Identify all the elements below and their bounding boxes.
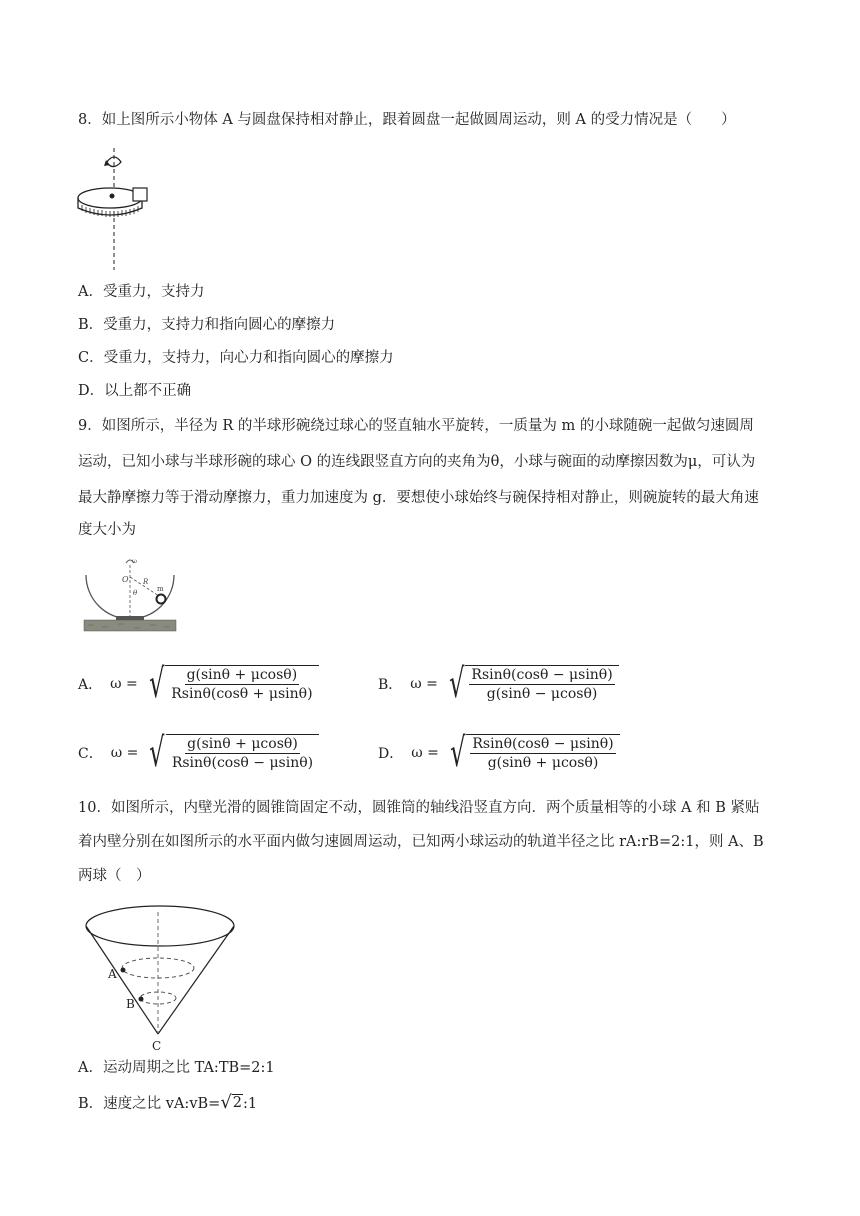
q8-option-d: D．以上都不正确 [78,383,192,399]
q10-option-b-radicand: 2 [232,1095,243,1111]
q8-rotating-disc-figure [74,148,154,272]
sqrt-symbol-icon: √ [449,661,465,707]
q9-option-c-numerator: g(sinθ + μcosθ) [187,736,298,752]
q9-fig-omega-label: ω [132,558,137,565]
q9-option-a-numerator: g(sinθ + μcosθ) [186,667,298,683]
q10-stem-line-1: 10．如图所示，内壁光滑的圆锥筒固定不动，圆锥筒的轴线沿竖直方向．两个质量相等的小球 A 和 B 紧贴 [78,800,760,816]
q9-option-b-denominator: g(sinθ − μcosθ) [486,686,598,702]
q9-option-d-letter: D． [378,746,404,762]
q10-fig-c-label: C [152,1039,162,1053]
q9-option-c-denominator: Rsinθ(cosθ − μsinθ) [171,755,314,771]
q9-option-b-numerator: Rsinθ(cosθ − μsinθ) [471,667,613,683]
q9-option-d-numerator: Rsinθ(cosθ − μsinθ) [472,736,614,752]
q8-stem: 8．如上图所示小物体 A 与圆盘保持相对静止，跟着圆盘一起做圆周运动，则 A 的受力情况是（ ） [78,112,736,128]
q9-option-a [78,661,319,707]
q9-option-a-lhs: ω = [110,676,138,692]
q9-option-a-denominator: Rsinθ(cosθ + μsinθ) [171,686,313,702]
q10-cone-figure [80,898,240,1058]
q9-fig-r-label: R [143,578,149,586]
q9-option-c-letter: C． [78,746,103,762]
q10-option-b [78,1094,257,1114]
q8-option-a: A．受重力，支持力 [78,284,205,300]
q9-fig-o-label: O [122,575,129,584]
sqrt-symbol-icon: √ [449,730,466,776]
q9-option-c [78,730,319,776]
q10-stem-line-2: 着内壁分别在如图所示的水平面内做匀速圆周运动，已知两小球运动的轨道半径之比 rA:rB=2:1，则 A、B [78,834,764,850]
q10-option-b-suffix: :1 [243,1096,258,1112]
q9-option-b-letter: B． [378,677,403,693]
q10-fig-b-label: B [126,997,135,1011]
q9-stem-line-3: 最大静摩擦力等于滑动摩擦力，重力加速度为 g．要想使小球始终与碗保持相对静止，则碗旋转的最大角速 [78,490,759,506]
q9-option-c-lhs: ω = [110,745,139,761]
q9-option-d [378,730,620,776]
q8-option-b: B．受重力，支持力和指向圆心的摩擦力 [78,317,336,333]
q9-fig-m-label: m [157,585,164,593]
q9-stem-line-2: 运动，已知小球与半球形碗的球心 O 的连线跟竖直方向的夹角为θ，小球与碗面的动摩擦因数为μ，可认为 [78,454,756,470]
sqrt-symbol-icon: √ [220,1092,232,1113]
q9-option-d-lhs: ω = [411,745,439,761]
q9-bowl-figure [80,555,180,635]
q10-stem-line-3: 两球（ ） [78,868,151,884]
q9-option-b-lhs: ω = [410,676,438,692]
q9-stem-line-4: 度大小为 [78,522,136,538]
sqrt-symbol-icon: √ [148,661,165,707]
q9-stem-line-1: 9．如图所示，半径为 R 的半球形碗绕过球心的竖直轴水平旋转，一质量为 m 的小球随碗一起做匀速圆周 [78,418,754,434]
q10-option-a: A．运动周期之比 TA:TB=2:1 [78,1060,275,1076]
q9-option-b [378,661,619,707]
q9-option-a-letter: A． [78,677,103,693]
q10-fig-a-label: A [108,967,117,981]
q8-option-c: C．受重力，支持力，向心力和指向圆心的摩擦力 [78,350,394,366]
sqrt-symbol-icon: √ [149,730,165,776]
q9-fig-theta-label: θ [133,589,138,597]
q9-option-d-denominator: g(sinθ + μcosθ) [487,755,599,771]
q10-option-b-prefix: B．速度之比 vA:vB= [78,1096,221,1112]
